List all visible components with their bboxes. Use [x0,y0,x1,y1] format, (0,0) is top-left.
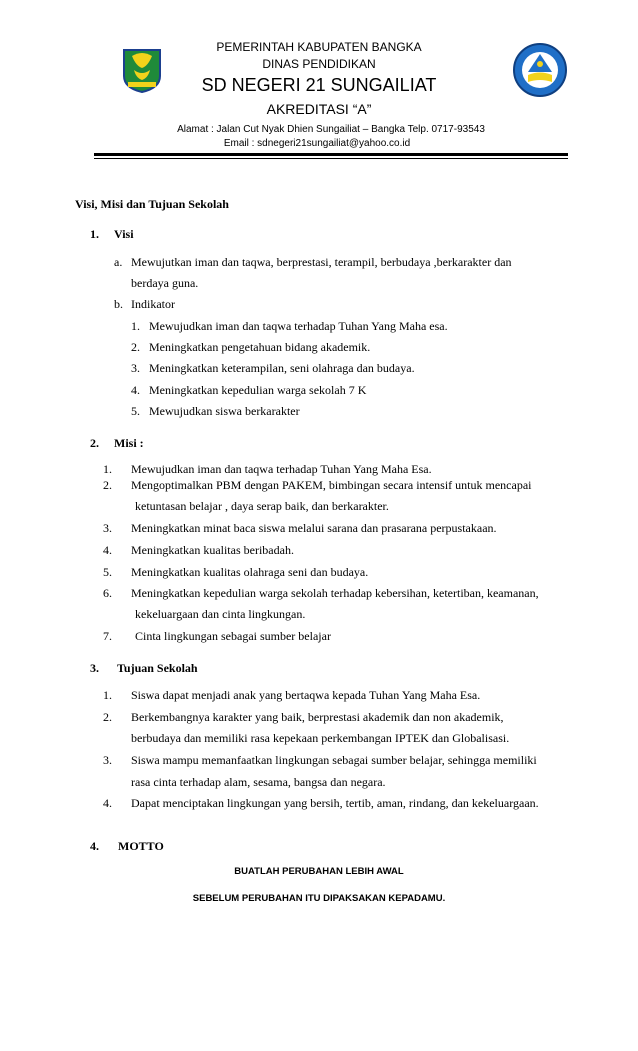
tujuan-item-text: Dapat menciptakan lingkungan yang bersih, tertib, aman, rindang, dan kekeluargaan. [131,796,539,810]
misi-item-number: 2. [103,478,112,492]
misi-item-text: Mengoptimalkan PBM dengan PAKEM, bimbingan secara intensif untuk mencapai [131,478,532,492]
visi-a-line2: berdaya guna. [131,276,199,290]
tujuan-item-text: Siswa mampu memanfaatkan lingkungan sebagai sumber belajar, sehingga memiliki [131,753,537,767]
misi-item-text: Meningkatkan minat baca siswa melalui sarana dan prasarana perpustakaan. [131,521,497,535]
misi-item-number: 5. [103,565,112,579]
indicator-number: 1. [131,319,140,333]
indicator-number: 2. [131,340,140,354]
motto-line-2: SEBELUM PERUBAHAN ITU DIPAKSAKAN KEPADAMU. [192,893,446,904]
motto-heading: MOTTO [118,839,164,853]
indicator-number: 5. [131,404,140,418]
indicator-text: Meningkatkan pengetahuan bidang akademik. [149,340,371,354]
tujuan-heading: Tujuan Sekolah [117,661,198,675]
tujuan-item-number: 3. [103,753,112,767]
indicator-number: 4. [131,383,140,397]
misi-item-text: Mewujudkan iman dan taqwa terhadap Tuhan Yang Maha Esa. [131,462,432,476]
misi-item-text: Cinta lingkungan sebagai sumber belajar [135,629,331,643]
tujuan-item-text: Siswa dapat menjadi anak yang bertaqwa kepada Tuhan Yang Maha Esa. [131,688,481,702]
misi-item-text: ketuntasan belajar , daya serap baik, dan berkarakter. [135,499,389,513]
page-title: Visi, Misi dan Tujuan Sekolah [75,197,229,211]
header-rule-thin [94,158,568,159]
tujuan-item-text: rasa cinta terhadap alam, sesama, bangsa dan negara. [131,775,386,789]
school-name: SD NEGERI 21 SUNGAILIAT [201,75,437,95]
tujuan-number: 3. [90,661,99,675]
tujuan-item-number: 4. [103,796,112,810]
visi-number: 1. [90,227,99,241]
misi-heading: Misi : [114,436,144,450]
misi-item-number: 1. [103,462,112,476]
tujuan-item-number: 1. [103,688,112,702]
visi-a-line1: Mewujutkan iman dan taqwa, berprestasi, terampil, berbudaya ,berkarakter dan [131,255,512,269]
misi-item-text: kekeluargaan dan cinta lingkungan. [135,607,306,621]
header-rule-thick [94,153,568,156]
indicator-text: Meningkatkan keterampilan, seni olahraga dan budaya. [149,361,415,375]
misi-item-text: Meningkatkan kualitas olahraga seni dan budaya. [131,565,369,579]
tujuan-item-text: berbudaya dan memiliki rasa kepekaan perkembangan IPTEK dan Globalisasi. [131,731,510,745]
misi-item-number: 4. [103,543,112,557]
visi-heading: Visi [114,227,134,241]
school-email: Email : sdnegeri21sungailiat@yahoo.co.id [223,138,411,149]
visi-b-label: Indikator [131,297,175,311]
indicator-number: 3. [131,361,140,375]
indicator-text: Mewujudkan siswa berkarakter [149,404,300,418]
misi-item-number: 3. [103,521,112,535]
header-department: DINAS PENDIDIKAN [262,57,376,71]
visi-b-marker: b. [114,297,123,311]
visi-a-marker: a. [114,255,123,269]
indicator-text: Meningkatkan kepedulian warga sekolah 7 K [149,383,367,397]
indicator-text: Mewujudkan iman dan taqwa terhadap Tuhan Yang Maha esa. [149,319,448,333]
misi-item-number: 6. [103,586,112,600]
misi-item-text: Meningkatkan kualitas beribadah. [131,543,294,557]
tujuan-item-number: 2. [103,710,112,724]
school-address: Alamat : Jalan Cut Nyak Dhien Sungailiat – Bangka Telp. 0717-93543 [177,124,485,135]
misi-number: 2. [90,436,99,450]
motto-line-1: BUATLAH PERUBAHAN LEBIH AWAL [234,866,404,877]
tujuan-item-text: Berkembangnya karakter yang baik, berprestasi akademik dan non akademik, [131,710,504,724]
accreditation: AKREDITASI “A” [266,101,372,117]
header-government: PEMERINTAH KABUPATEN BANGKA [216,40,422,54]
motto-number: 4. [90,839,99,853]
misi-item-number: 7. [103,629,112,643]
misi-item-text: Meningkatkan kepedulian warga sekolah terhadap kebersihan, ketertiban, keamanan, [131,586,539,600]
